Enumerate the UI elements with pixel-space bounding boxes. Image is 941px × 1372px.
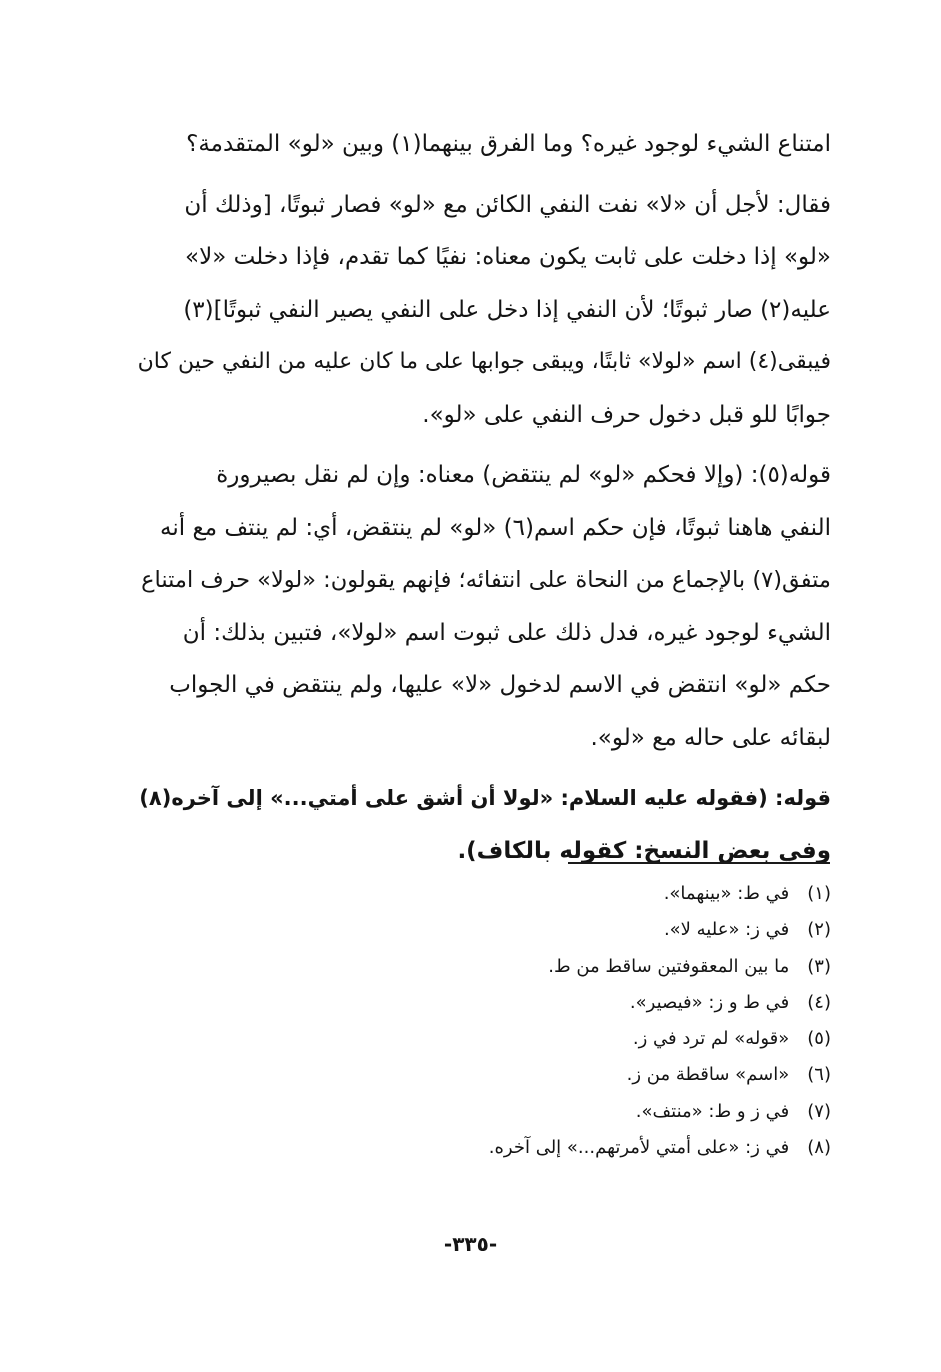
text-line: عليه(٢) صار ثبوتًا؛ لأن النفي إذا دخل على النفي يصير النفي ثبوتًا](٣) (183, 296, 831, 323)
footnote-text: «اسم» ساقطة من ز. (626, 1064, 790, 1086)
footnote-number: (١) (807, 883, 831, 904)
text-line: حكم «لو» انتقض في الاسم لدخول «لا» عليها، ولم ينتقض في الجواب (169, 672, 831, 698)
text-line: «لو» إذا دخلت على ثابت يكون معناه: نفيًا كما تقدم، فإذا دخلت «لا» (185, 244, 831, 270)
text-line: قوله: (فقوله عليه السلام: «لولا أن أشق على أمتي...» إلى آخره(٨) (139, 786, 831, 810)
text-line: فيبقى(٤) اسم «لولا» ثابتًا، ويبقى جوابها على ما كان عليه من النفي حين كان (137, 349, 831, 374)
footnote-number: (٨) (807, 1137, 831, 1159)
text-line: وفي بعض النسخ: كقوله بالكاف). (457, 837, 831, 864)
footnote-number: (٤) (807, 991, 831, 1013)
footnote-item (311, 949, 831, 985)
text-line: فقال: لأجل أن «لا» نفت النفي الكائن مع «لو» فصار ثبوتًا، [وذلك أن (184, 191, 831, 218)
footnote-text: في ط: «بينهما». (663, 883, 790, 904)
footnote-number: (٦) (807, 1064, 831, 1086)
main-text (128, 118, 831, 877)
footnote-separator (568, 862, 830, 864)
footnote-item (311, 985, 831, 1021)
footnote-number: (٥) (807, 1028, 831, 1050)
footnote-item (311, 1057, 831, 1093)
footnotes (311, 876, 831, 1166)
text-line: لبقائه على حاله مع «لو». (590, 724, 831, 751)
footnote-item (311, 912, 831, 948)
text-line: الشيء لوجود غيره، فدل ذلك على ثبوت اسم «لولا»، فتبين بذلك: أن (182, 619, 831, 646)
text-line: جوابًا للو قبل دخول حرف النفي على «لو». (422, 401, 831, 428)
footnote-text: في ز: «عليه لا». (663, 919, 790, 941)
footnote-text: في ط و ز: «فيصير». (629, 991, 790, 1013)
footnote-number: (٣) (807, 955, 831, 977)
footnote-item (311, 1094, 831, 1130)
footnote-item (311, 1021, 831, 1057)
footnote-text: في ز و ط: «منتف». (635, 1100, 790, 1122)
footnote-text: في ز: «على أمتي لأمرتهم...» إلى آخره. (488, 1137, 790, 1159)
text-line: قوله(٥): (وإلا فحكم «لو» لم ينتقض) معناه: وإن لم نقل بصيرورة (216, 462, 831, 488)
footnote-item (311, 876, 831, 912)
footnote-text: «قوله» لم ترد في ز. (632, 1028, 790, 1050)
footnote-item (311, 1130, 831, 1166)
footnote-text: ما بين المعقوفتين ساقط من ط. (548, 955, 790, 977)
page-number: -٣٣٥- (443, 1232, 498, 1256)
footnote-number: (٧) (807, 1100, 831, 1122)
text-line: متفق(٧) بالإجماع من النحاة على انتفائه؛ فإنهم يقولون: «لولا» حرف امتناع (141, 567, 831, 593)
text-line: النفي هاهنا ثبوتًا، فإن حكم اسم(٦) «لو» لم ينتقض، أي: لم ينتف مع أنه (160, 514, 831, 541)
footnote-number: (٢) (807, 919, 831, 941)
text-line: امتناع الشيء لوجود غيره؟ وما الفرق بينهما(١) وبين «لو» المتقدمة؟ (186, 131, 831, 157)
